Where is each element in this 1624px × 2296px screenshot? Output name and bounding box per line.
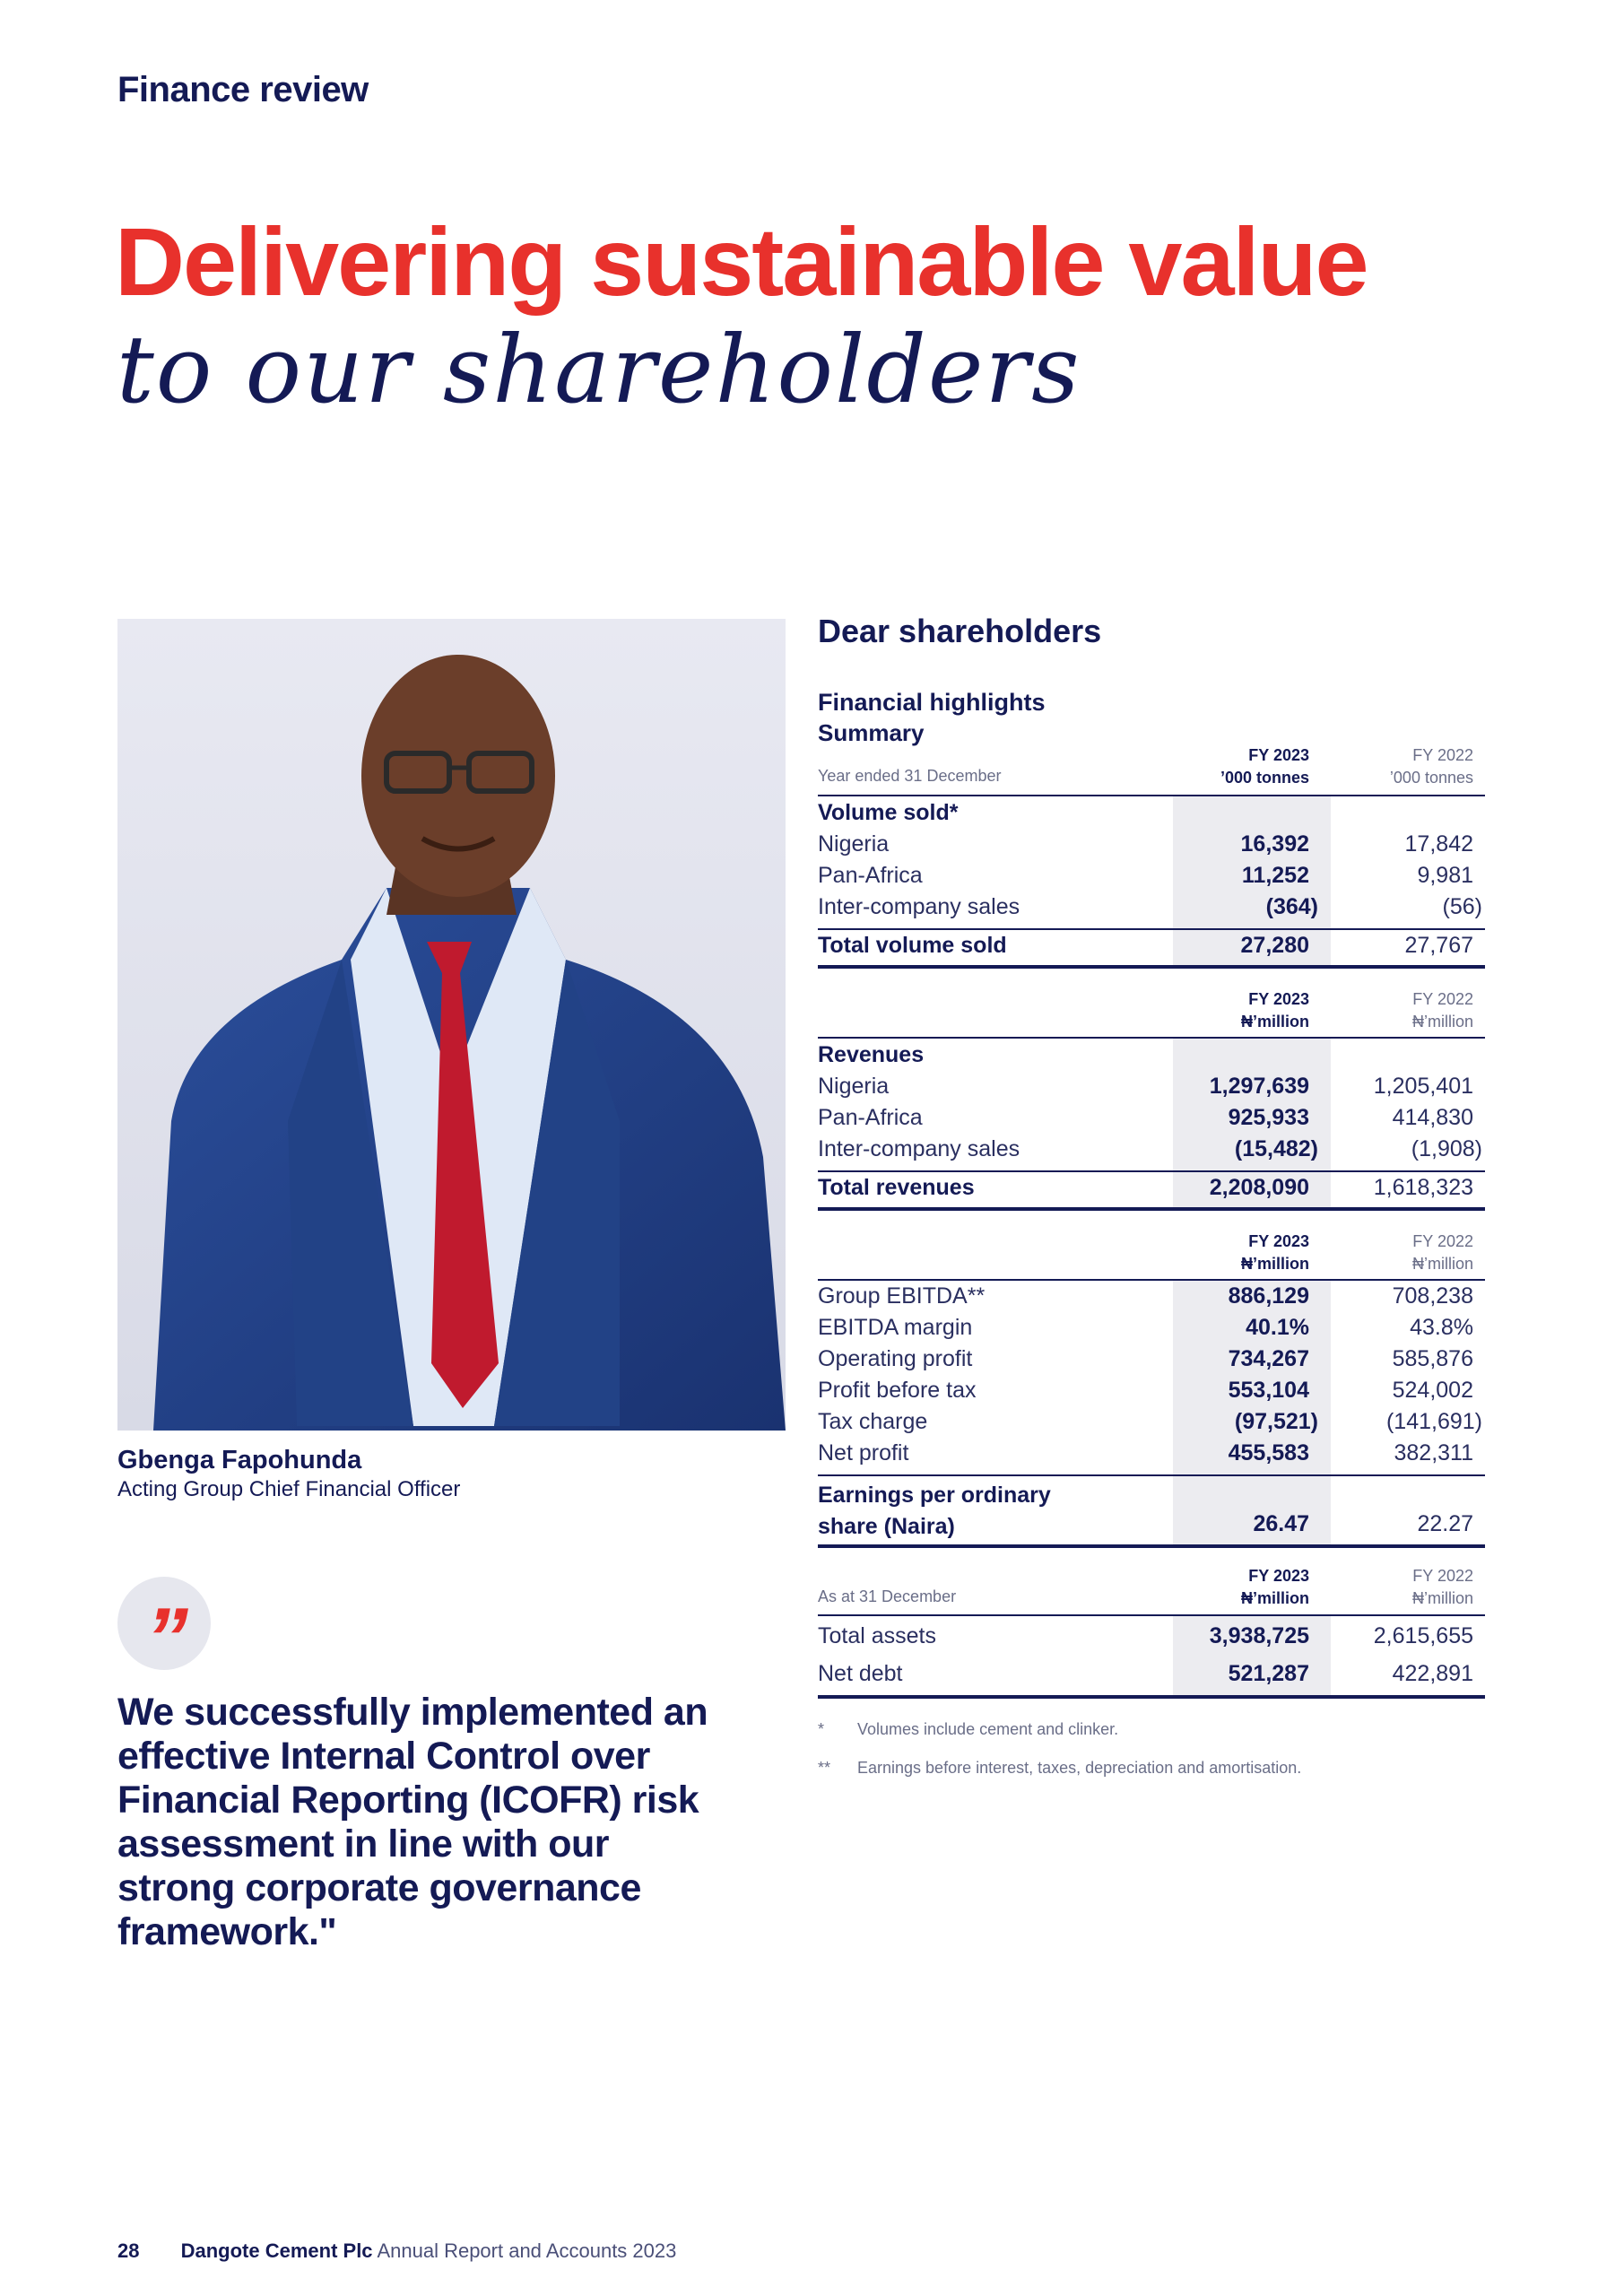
table-row: Net debt 521,287 422,891 <box>818 1661 1473 1686</box>
headline: Delivering sustainable value <box>115 207 1368 316</box>
section-label: Finance review <box>117 70 369 109</box>
table-row: Inter-company sales (15,482) (1,908) <box>818 1136 1482 1161</box>
page-number: 28 <box>117 2239 140 2262</box>
subheadline: to our shareholders <box>117 315 1081 424</box>
table-row-eps: Earnings per ordinary share (Naira) 26.47 22.27 <box>818 1483 1473 1539</box>
revenue-table-header <box>818 988 1485 1033</box>
table-row: Nigeria 1,297,639 1,205,401 <box>818 1074 1473 1099</box>
fy2022-header: FY 2022 ₦’million <box>1411 1567 1473 1607</box>
cfo-portrait <box>117 619 786 1431</box>
footnote: ** Earnings before interest, taxes, depreciation and amortisation. <box>818 1759 1302 1777</box>
table-row: Tax charge (97,521) (141,691) <box>818 1409 1482 1434</box>
table-row: Volume sold* <box>818 800 959 825</box>
table-row: EBITDA margin 40.1% 43.8% <box>818 1315 1473 1340</box>
table-row-total: Total revenues 2,208,090 1,618,323 <box>818 1175 1473 1200</box>
rule <box>818 1207 1485 1211</box>
table-row: Pan-Africa 11,252 9,981 <box>818 863 1473 888</box>
company-name: Dangote Cement Plc <box>180 2239 373 2262</box>
table-row: Group EBITDA** 886,129 708,238 <box>818 1283 1473 1309</box>
rule <box>818 1279 1485 1281</box>
table-row: Inter-company sales (364) (56) <box>818 894 1482 919</box>
person-role: Acting Group Chief Financial Officer <box>117 1477 461 1501</box>
table-row: Total assets 3,938,725 2,615,655 <box>818 1623 1473 1648</box>
balance-table-header <box>818 1565 1485 1610</box>
period-label: As at 31 December <box>818 1587 957 1605</box>
table-row-total: Total volume sold 27,280 27,767 <box>818 933 1473 958</box>
table-row: Revenues <box>818 1042 925 1067</box>
table-row: Pan-Africa 925,933 414,830 <box>818 1105 1473 1130</box>
table-row: Profit before tax 553,104 524,002 <box>818 1378 1473 1403</box>
page-footer <box>117 2239 676 2263</box>
rule <box>818 1614 1485 1616</box>
rule <box>818 795 1485 796</box>
fy2022-header: FY 2022 ₦’million <box>1411 990 1473 1031</box>
fy2023-header: FY 2023 ₦’million <box>1241 990 1309 1031</box>
pull-quote: We successfully implemented an effective Internal Control over Financial Reporting (ICOFR) risk assessment in line with our strong corporate governance framework." <box>117 1691 708 1953</box>
highlights-subtitle: Summary <box>818 719 925 746</box>
fy2022-header: FY 2022 ₦’million <box>1411 1232 1473 1273</box>
letter-greeting: Dear shareholders <box>818 613 1102 649</box>
person-name: Gbenga Fapohunda <box>117 1446 362 1474</box>
highlights-title: Financial highlights <box>818 689 1046 716</box>
rule <box>818 1037 1485 1039</box>
footnote: * Volumes include cement and clinker. <box>818 1720 1119 1738</box>
fy2022-header: FY 2022 ’000 tonnes <box>1389 746 1473 787</box>
quote-mark-icon: ” <box>117 1577 211 1670</box>
rule <box>818 965 1485 969</box>
rule <box>818 928 1485 930</box>
report-name: Annual Report and Accounts 2023 <box>377 2239 677 2262</box>
volume-table-header <box>818 744 1485 789</box>
profit-table-header <box>818 1231 1485 1275</box>
rule <box>818 1170 1485 1172</box>
rule <box>818 1695 1485 1699</box>
table-row: Net profit 455,583 382,311 <box>818 1440 1473 1465</box>
fy2023-header: FY 2023 ₦’million <box>1241 1567 1309 1607</box>
table-row: Nigeria 16,392 17,842 <box>818 831 1473 857</box>
period-label: Year ended 31 December <box>818 767 1002 785</box>
rule <box>818 1474 1485 1476</box>
table-row: Operating profit 734,267 585,876 <box>818 1346 1473 1371</box>
fy2023-header: FY 2023 ’000 tonnes <box>1220 746 1309 787</box>
fy2023-header: FY 2023 ₦’million <box>1241 1232 1309 1273</box>
rule <box>818 1544 1485 1548</box>
